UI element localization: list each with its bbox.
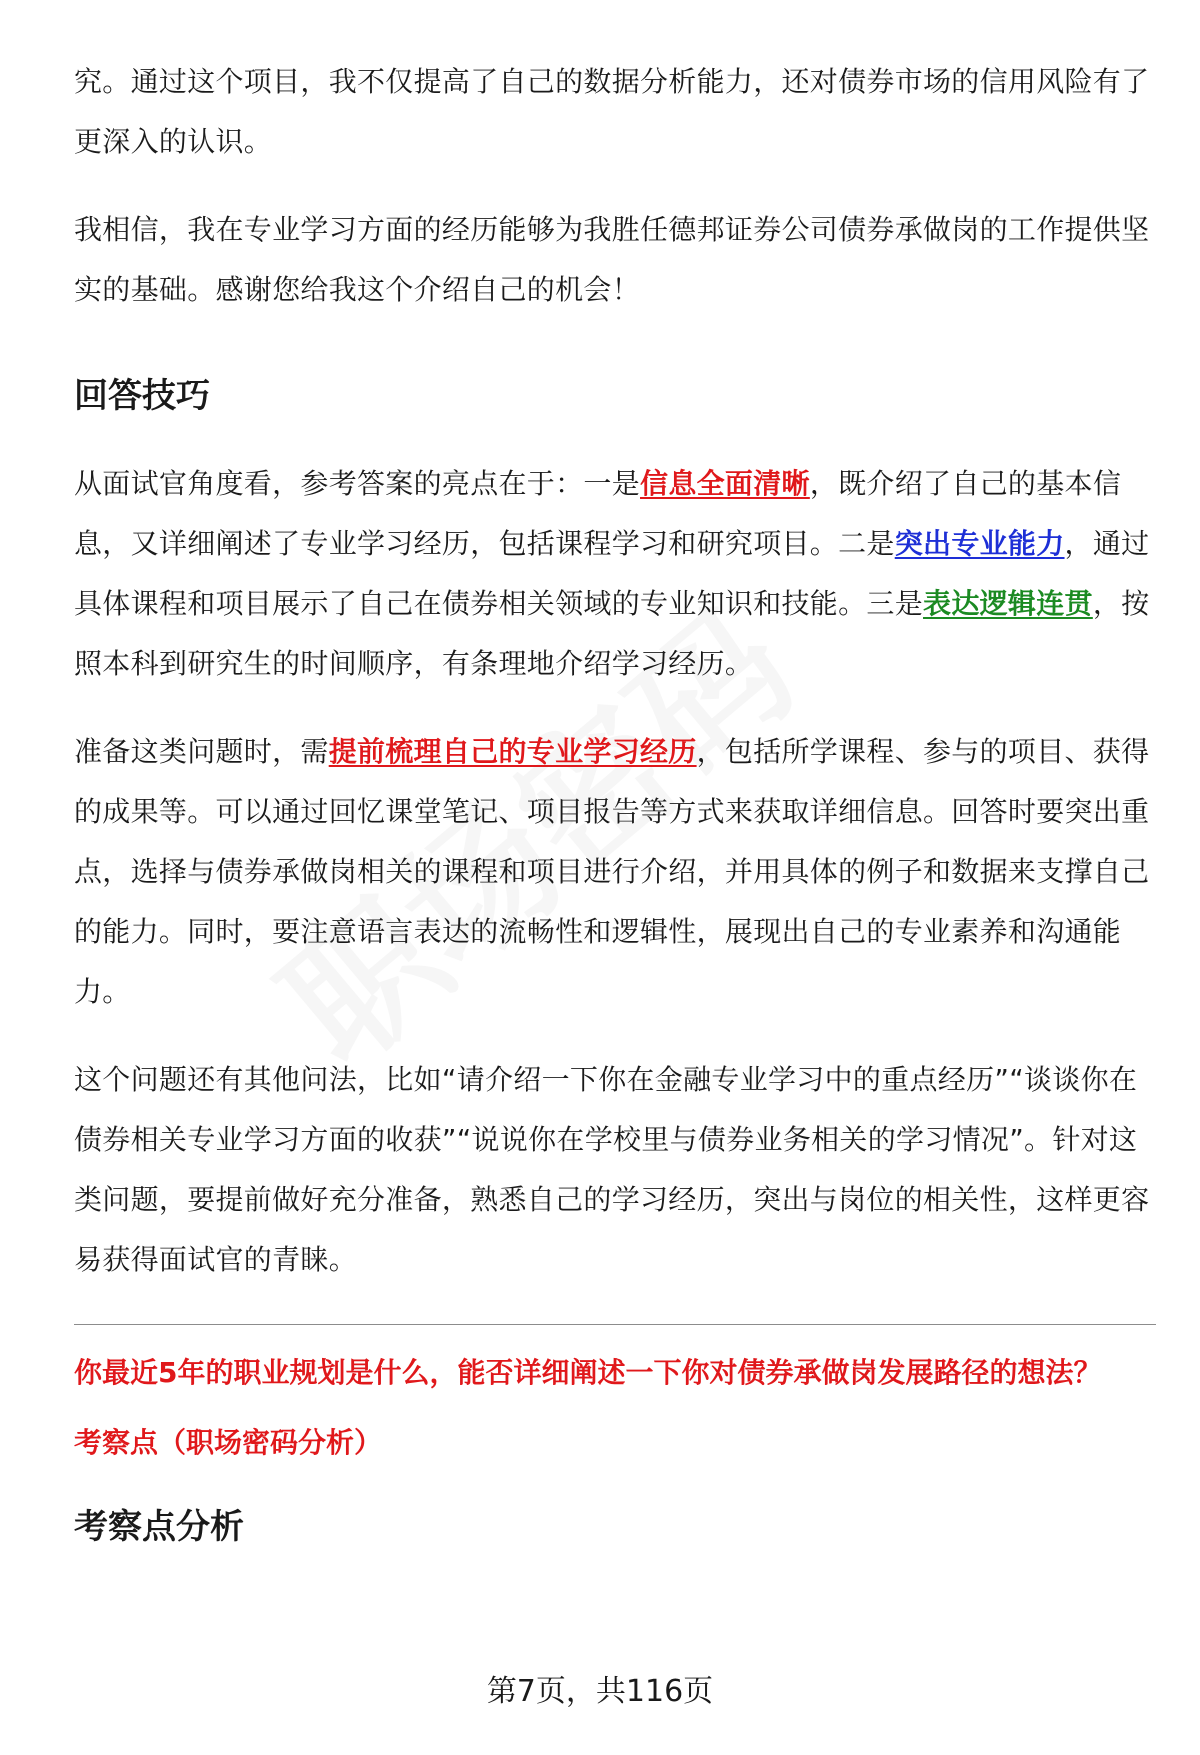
section-heading-analysis: 考察点分析 — [74, 1507, 244, 1547]
highlight-sort-experience: 提前梳理自己的专业学习经历 — [328, 735, 697, 768]
paragraph-project-conclusion: 究。通过这个项目，我不仅提高了自己的数据分析能力，还对债券市场的信用风险有了更深入的认识。 — [74, 65, 1150, 158]
assessment-point-label: 考察点（职场密码分析） — [74, 1426, 383, 1459]
highlight-professional-ability: 突出专业能力 — [894, 527, 1065, 560]
interview-question: 你最近5年的职业规划是什么，能否详细阐述一下你对债券承做岗发展路径的想法？ — [74, 1356, 1102, 1389]
section-divider — [74, 1324, 1156, 1325]
text-span: ，通过具体课程和项目展示了自己在债券相关领域的专业知识和技能。三是 — [74, 527, 1150, 620]
paragraph-highlights — [74, 454, 1154, 694]
page-number-footer: 第7页，共116页 — [486, 1674, 714, 1709]
paragraph-preparation — [74, 722, 1154, 1022]
text-span: ，按照本科到研究生的时间顺序，有条理地介绍学习经历。 — [74, 587, 1150, 680]
paragraph-alternative-questions: 这个问题还有其他问法，比如“请介绍一下你在金融专业学习中的重点经历”“谈谈你在债券相关专业学习方面的收获”“说说你在学校里与债券业务相关的学习情况”。针对这类问题，要提前做好充分准备，熟悉自己的学习经历，突出与岗位的相关性，这样更容易获得面试官的青睐。 — [74, 1063, 1150, 1276]
section-heading-answer-tips: 回答技巧 — [74, 376, 210, 416]
highlight-info-clear: 信息全面清晰 — [640, 467, 810, 500]
text-span: ，包括所学课程、参与的项目、获得的成果等。可以通过回忆课堂笔记、项目报告等方式来获取详细信息。回答时要突出重点，选择与债券承做岗相关的课程和项目进行介绍，并用具体的例子和数据来支撑自己的能力。同时，要注意语言表达的流畅性和逻辑性，展现出自己的专业素养和沟通能力。 — [74, 735, 1150, 1008]
highlight-logic-coherent: 表达逻辑连贯 — [923, 587, 1093, 620]
text-span: ，既介绍了自己的基本信息，又详细阐述了专业学习经历，包括课程学习和研究项目。二是 — [74, 467, 1122, 560]
text-span: 准备这类问题时，需 — [74, 735, 329, 768]
text-span: 从面试官角度看，参考答案的亮点在于：一是 — [74, 467, 641, 500]
paragraph-closing-thanks: 我相信，我在专业学习方面的经历能够为我胜任德邦证券公司债券承做岗的工作提供坚实的基础。感谢您给我这个介绍自己的机会！ — [74, 213, 1150, 306]
document-page — [74, 52, 1154, 1549]
